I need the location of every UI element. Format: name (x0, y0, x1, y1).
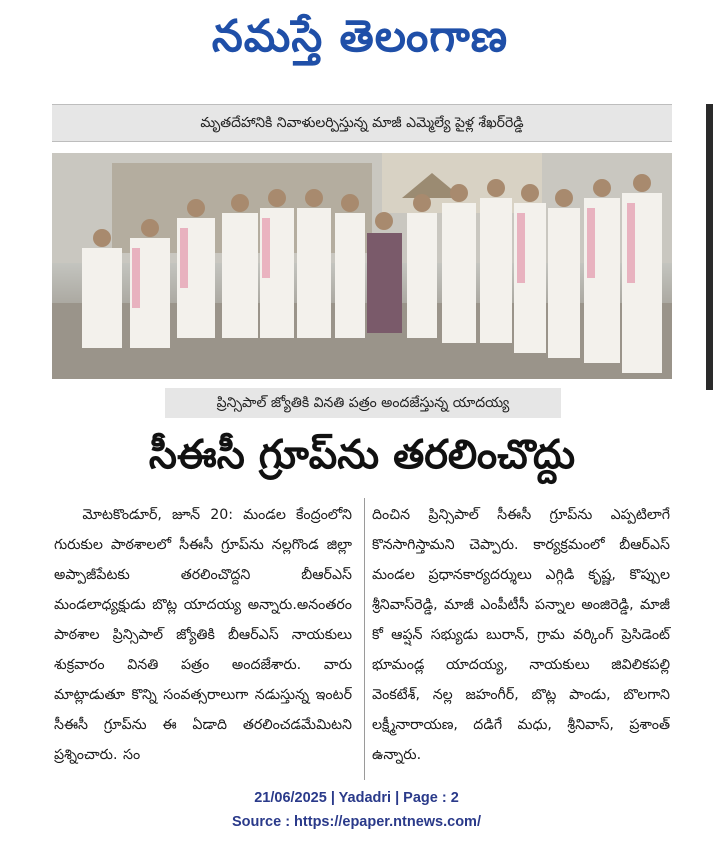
footer-source: Source : https://epaper.ntnews.com/ (232, 814, 481, 830)
previous-article-caption: మృతదేహానికి నివాళులర్పిస్తున్న మాజీ ఎమ్మెల్యే పైళ్ల శేఖర్‌రెడ్డి (52, 104, 672, 142)
article-column-right: దించిన ప్రిన్సిపాల్ సీఈసీ గ్రూప్‌ను ఎప్పటిలాగే కొనసాగిస్తామని చెప్పారు. కార్యక్రమంలో బీఆర్ఎస్ మండల ప్రధానకార్యదర్శులు ఎగ్గిడి కృష్ణ, కొప్పుల శ్రీనివాస్‌రెడ్డి, మాజీ ఎంపీటీసీ పన్నాల అంజిరెడ్డి, మాజీ కో ఆప్షన్ సభ్యుడు బురాన్, గ్రామ వర్కింగ్ ప్రెసిడెంట్ భూమండ్ల యాదయ్య, నాయకులు జివిలికపల్లి వెంకటేశ్, నల్ల జహంగీర్, బొట్ల పాండు, బొలగాని లక్ష్మీనారాయణ, దడిగే మధు, శ్రీనివాస్, ప్రశాంత్ ఉన్నారు. (372, 507, 670, 763)
photo-caption: ప్రిన్సిపాల్ జ్యోతికి వినతి పత్రం అందజేస్తున్న యాదయ్య (165, 388, 561, 418)
column-divider (364, 498, 365, 780)
group-photo-illustration (52, 153, 672, 379)
footer-date-edition: 21/06/2025 | Yadadri | Page : 2 (254, 790, 459, 806)
newspaper-masthead: నమస్తే తెలంగాణ (211, 11, 509, 62)
article-headline: సీఈసీ గ్రూప్‌ను తరలించొద్దు (148, 432, 576, 478)
adjacent-photo-edge (706, 104, 713, 390)
article-column-left: మోటకొండూర్, జూన్ 20: మండల కేంద్రంలోని గురుకుల పాఠశాలలో సీఈసీ గ్రూప్‌ను నల్లగొండ జిల్లా అప్పాజీపేటకు తరలించొద్దని బీఆర్ఎస్ మండలాధ్యక్షుడు బొట్ల యాదయ్య అన్నారు.అనంతరం పాఠశాల ప్రిన్సిపాల్ జ్యోతికి బీఆర్ఎస్ నాయకులు శుక్రవారం వినతి పత్రం అందజేశారు. వారు మాట్లాడుతూ కొన్ని సంవత్సరాలుగా నడుస్తున్న ఇంటర్ సీఈసీ గ్రూప్‌ను ఈ ఏడాది తరలించడమేమిటని ప్రశ్నించారు. సం (54, 507, 352, 763)
article-photo (52, 153, 672, 379)
